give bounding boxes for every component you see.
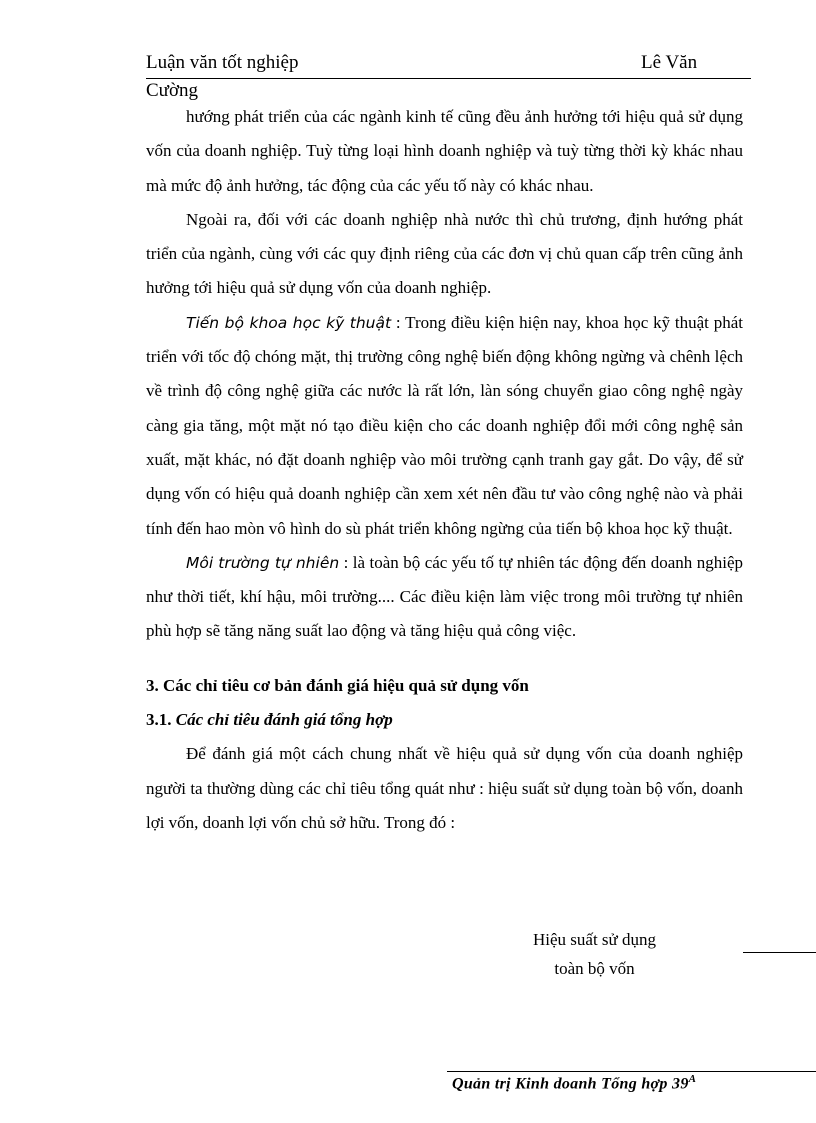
paragraph-text: : là toàn bộ các yếu tố tự nhiên tác động đến doanh nghiệp như thời tiết, khí hậu, môi trường.... Các điều kiện làm việc trong môi trường tự nhiên phù hợp sẽ tăng năng suất lao động và tăng hiệu quả công việc. bbox=[146, 552, 744, 641]
paragraph: Để đánh giá một cách chung nhất về hiệu quả sử dụng vốn của doanh nghiệp người ta thường dùng các chỉ tiêu tổng quát như : hiệu suất sử dụng toàn bộ vốn, doanh lợi vốn, doanh lợi vốn chủ sở hữu. Trong đó : bbox=[146, 744, 743, 832]
section-heading: 3. Các chỉ tiêu cơ bản đánh giá hiệu quả sử dụng vốn bbox=[146, 675, 529, 695]
term-italic: Tiến bộ khoa học kỹ thuật bbox=[186, 313, 392, 332]
formula-line-1: Hiệu suất sử dụng bbox=[533, 930, 657, 949]
paragraph bbox=[146, 546, 743, 649]
subsection-heading bbox=[146, 703, 743, 737]
subsection-number: 3.1. bbox=[146, 710, 176, 730]
paragraph bbox=[146, 306, 743, 546]
paragraph: hướng phát triển của các ngành kinh tế cũng đều ảnh hưởng tới hiệu quả sử dụng vốn của doanh nghiệp. Tuỳ từng loại hình doanh nghiệp và tuỳ từng thời kỳ khác nhau mà mức độ ảnh hưởng, tác động của các yếu tố này có khác nhau. bbox=[146, 107, 743, 195]
page-header bbox=[146, 52, 751, 79]
paragraph-text: : Trong điều kiện hiện nay, khoa học kỹ thuật phát triển với tốc độ chóng mặt, thị trường công nghệ biến động không ngừng và chênh lệch về trình độ công nghệ giữa các nước là rất lớn, làn sóng chuyển giao công nghệ ngày càng gia tăng, một mặt nó tạo điều kiện cho các doanh nghiệp đổi mới công nghệ sản xuất, mặt khác, nó đặt doanh nghiệp vào môi trường cạnh tranh gay gắt. Do vậy, để sử dụng vốn có hiệu quả doanh nghiệp cần xem xét nên đầu tư vào công nghệ nào và phải tính đến hao mòn vô hình do sù phát triển không ngừng của tiến bộ khoa học kỹ thuật. bbox=[146, 312, 744, 538]
header-author-continuation: Cường bbox=[146, 80, 199, 101]
subsection-title: Các chỉ tiêu đánh giá tổng hợp bbox=[175, 710, 393, 730]
term-italic: Môi trường tự nhiên bbox=[186, 553, 340, 572]
fraction-bar bbox=[743, 952, 816, 953]
page-footer bbox=[452, 1073, 696, 1093]
document-body bbox=[146, 100, 743, 840]
paragraph: Ngoài ra, đối với các doanh nghiệp nhà nước thì chủ trương, định hướng phát triển của ngành, cùng với các quy định riêng của các đơn vị chủ quan cấp trên cũng ảnh hưởng tới hiệu quả sử dụng vốn của doanh nghiệp. bbox=[146, 209, 743, 298]
header-title: Luận văn tốt nghiệp bbox=[146, 52, 299, 73]
footer-divider bbox=[447, 1071, 816, 1072]
footer-superscript: A bbox=[688, 1073, 697, 1085]
formula-label bbox=[533, 925, 656, 983]
formula-line-2: toàn bộ vốn bbox=[554, 959, 635, 978]
footer-text: Quản trị Kinh doanh Tổng hợp 39 bbox=[452, 1075, 689, 1093]
header-author: Lê Văn bbox=[641, 52, 698, 73]
